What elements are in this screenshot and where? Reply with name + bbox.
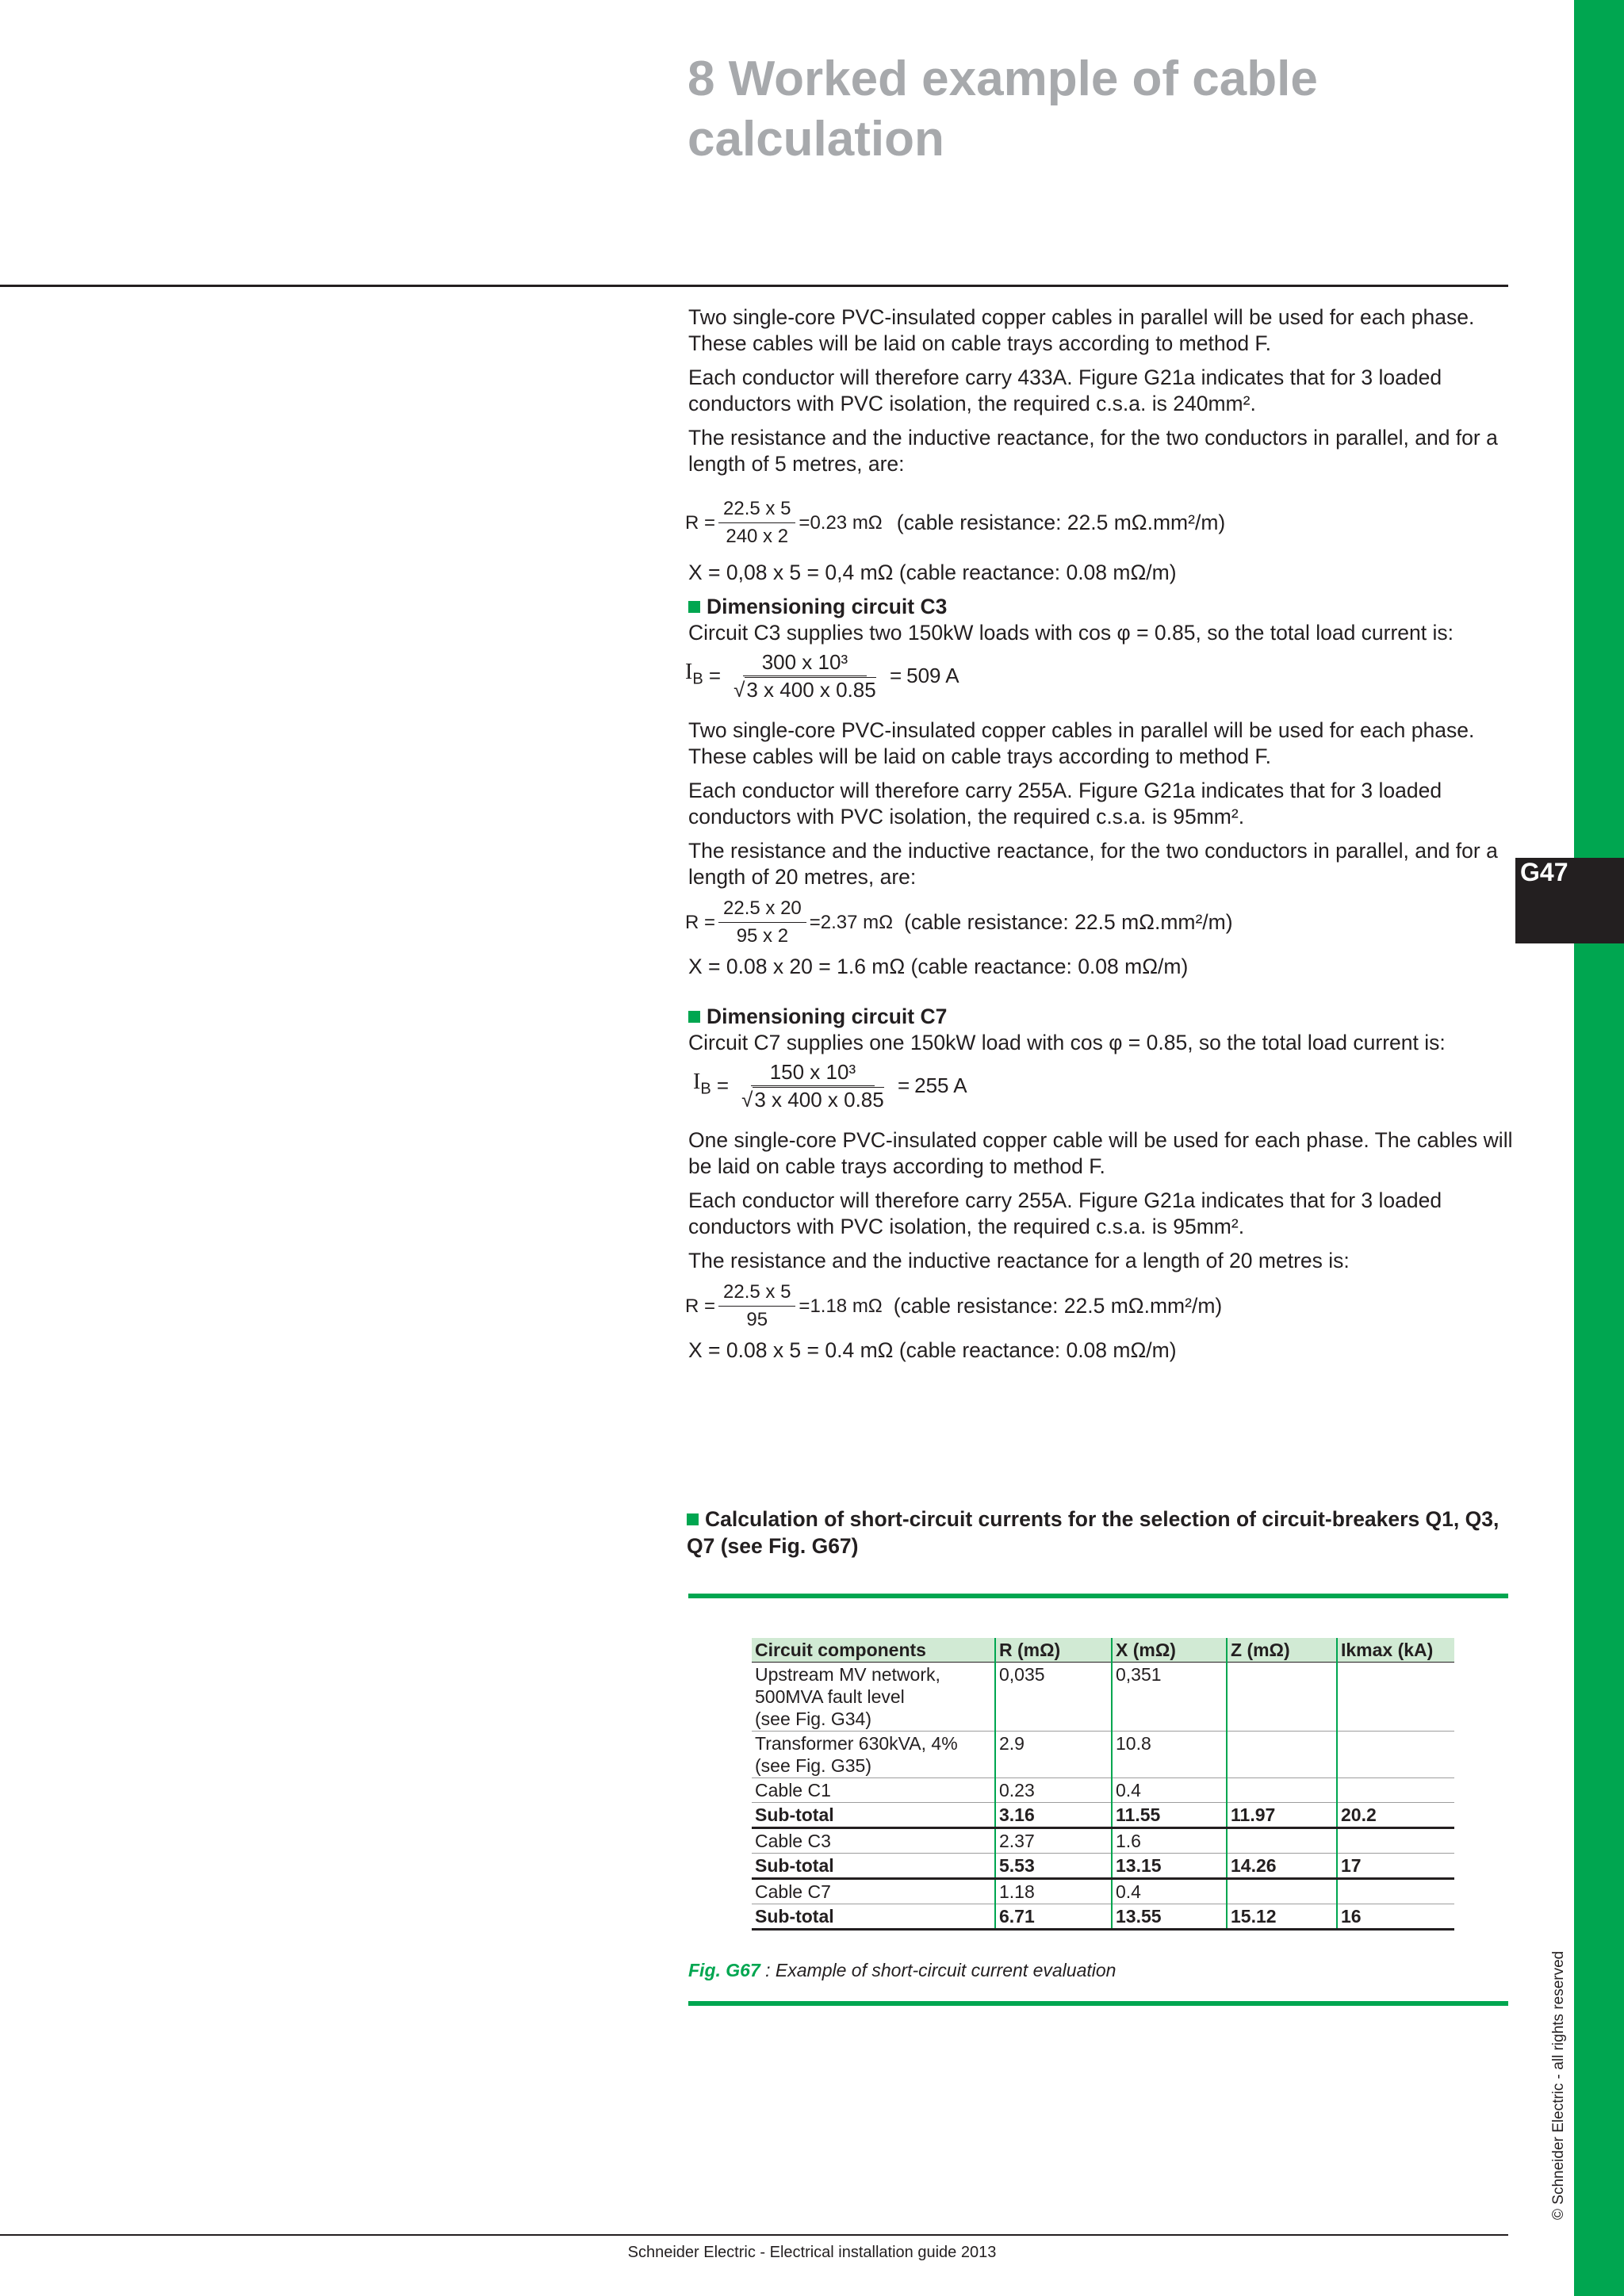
bottom-divider xyxy=(0,2234,1508,2236)
table-cell: 13.55 xyxy=(1112,1904,1227,1930)
c7-paragraph-3: The resistance and the inductive reactance for a length of 20 metres is: xyxy=(688,1249,1350,1272)
formula-numerator: 22.5 x 5 xyxy=(718,497,795,523)
short-circuit-table xyxy=(752,1638,1454,1931)
figure-label: Fig. G67 xyxy=(688,1960,760,1980)
square-bullet-icon xyxy=(688,1011,700,1023)
short-circuit-heading: Calculation of short-circuit currents for the selection of circuit-breakers Q1, Q3, Q7 (see Fig. G67) xyxy=(687,1507,1500,1558)
table-cell xyxy=(1227,1778,1337,1803)
formula-denominator: 95 x 2 xyxy=(736,924,789,947)
table-header: Ikmax (kA) xyxy=(1337,1638,1454,1663)
intro-resistance-formula: R = $\frac{22.5 x 5}{240 x 2}$ = 0.23 mΩ (cable resistance: 22.5 mΩ.mm²/m) xyxy=(685,497,1226,547)
table-cell: 0.4 xyxy=(1112,1778,1227,1803)
formula-numerator: 300 x 10³ xyxy=(743,650,867,676)
figure-top-rule xyxy=(688,1594,1508,1598)
c7-reactance-line: X = 0.08 x 5 = 0.4 mΩ (cable reactance: 0.08 mΩ/m) xyxy=(688,1338,1177,1362)
table-cell: 0,035 xyxy=(995,1663,1112,1732)
formula-result: 1.18 mΩ xyxy=(810,1295,883,1317)
table-subtotal-row xyxy=(752,1854,1454,1879)
formula-denominator: 3 x 400 x 0.85 xyxy=(746,677,876,702)
c7-paragraph-2: Each conductor will therefore carry 255A. Figure G21a indicates that for 3 loaded conductors with PVC isolation, the required c.s.a. is 95mm². xyxy=(688,1188,1442,1238)
table-cell: Cable C7 xyxy=(752,1879,995,1904)
side-green-bar xyxy=(1574,0,1624,2296)
table-header: Circuit components xyxy=(752,1638,995,1663)
table-cell: 13.15 xyxy=(1112,1854,1227,1879)
table-subtotal-row xyxy=(752,1904,1454,1930)
formula-note: (cable resistance: 22.5 mΩ.mm²/m) xyxy=(904,909,1233,934)
table-cell: 6.71 xyxy=(995,1904,1112,1930)
table-cell: 1.18 xyxy=(995,1879,1112,1904)
table-header-row xyxy=(752,1638,1454,1663)
c3-paragraph-2: Each conductor will therefore carry 255A. Figure G21a indicates that for 3 loaded conductors with PVC isolation, the required c.s.a. is 95mm². xyxy=(688,779,1442,828)
c3-load-text: Circuit C3 supplies two 150kW loads with cos φ = 0.85, so the total load current is: xyxy=(688,621,1454,645)
intro-paragraph-2: Each conductor will therefore carry 433A. Figure G21a indicates that for 3 loaded conductors with PVC isolation, the required c.s.a. is 240mm². xyxy=(688,365,1442,415)
table-cell: 10.8 xyxy=(1112,1732,1227,1778)
section-heading-c7: Dimensioning circuit C7 xyxy=(688,1004,1513,1030)
table-cell: Sub-total xyxy=(752,1803,995,1828)
table-cell: Upstream MV network, 500MVA fault level (see Fig. G34) xyxy=(752,1663,995,1732)
c7-current-formula: $I_B$ = $\frac{\text{150 x 10³}}{√3 x 400 x 0.85}$ = 255 A xyxy=(693,1059,967,1112)
c3-reactance-line: X = 0.08 x 20 = 1.6 mΩ (cable reactance: 0.08 mΩ/m) xyxy=(688,955,1189,978)
square-bullet-icon xyxy=(688,601,700,613)
table-cell: 0.23 xyxy=(995,1778,1112,1803)
table-subtotal-row xyxy=(752,1803,1454,1828)
page-title: 8 Worked example of cable calculation xyxy=(688,52,1318,166)
page-footer: Schneider Electric - Electrical installation guide 2013 xyxy=(627,2244,997,2261)
table-row xyxy=(752,1663,1454,1732)
square-bullet-icon xyxy=(687,1513,699,1525)
intro-paragraph-1: Two single-core PVC-insulated copper cables in parallel will be used for each phase. These cables will be laid on cable trays according to method F. xyxy=(688,305,1475,355)
table-cell xyxy=(1337,1828,1454,1854)
main-content xyxy=(685,304,1513,1372)
formula-result: 255 A xyxy=(914,1073,967,1097)
formula-result: 2.37 mΩ xyxy=(820,911,894,933)
table-row xyxy=(752,1732,1454,1778)
table-cell: Sub-total xyxy=(752,1904,995,1930)
formula-numerator: 22.5 x 5 xyxy=(718,1280,795,1307)
table-cell: Cable C1 xyxy=(752,1778,995,1803)
formula-numerator: 22.5 x 20 xyxy=(718,897,806,923)
intro-paragraph-3: The resistance and the inductive reactance, for the two conductors in parallel, and for a length of 5 metres, are: xyxy=(688,426,1498,476)
table-cell xyxy=(1227,1828,1337,1854)
formula-result: 0.23 mΩ xyxy=(810,511,883,534)
table-cell: 1.6 xyxy=(1112,1828,1227,1854)
table-row xyxy=(752,1879,1454,1904)
table-cell xyxy=(1337,1879,1454,1904)
formula-denominator: 3 x 400 x 0.85 xyxy=(754,1087,884,1112)
table-header: R (mΩ) xyxy=(995,1638,1112,1663)
table-cell: Transformer 630kVA, 4% (see Fig. G35) xyxy=(752,1732,995,1778)
table-cell xyxy=(1227,1732,1337,1778)
figure-caption-text: : Example of short-circuit current evaluation xyxy=(760,1960,1116,1980)
formula-denominator: 95 xyxy=(746,1308,768,1330)
section-heading-c3: Dimensioning circuit C3 xyxy=(688,594,1513,620)
table-header: X (mΩ) xyxy=(1112,1638,1227,1663)
table-cell: 11.55 xyxy=(1112,1803,1227,1828)
table-cell: 20.2 xyxy=(1337,1803,1454,1828)
table-cell xyxy=(1227,1663,1337,1732)
table-cell: 0,351 xyxy=(1112,1663,1227,1732)
formula-result: 509 A xyxy=(906,663,959,687)
table-cell: 16 xyxy=(1337,1904,1454,1930)
table-cell: 5.53 xyxy=(995,1854,1112,1879)
formula-denominator: 240 x 2 xyxy=(726,525,789,547)
c7-paragraph-1: One single-core PVC-insulated copper cable will be used for each phase. The cables will be laid on cable trays according to method F. xyxy=(688,1128,1513,1178)
table-cell: 14.26 xyxy=(1227,1854,1337,1879)
formula-note: (cable resistance: 22.5 mΩ.mm²/m) xyxy=(896,510,1226,534)
table-cell xyxy=(1337,1732,1454,1778)
table-row xyxy=(752,1778,1454,1803)
table-cell xyxy=(1227,1879,1337,1904)
table-cell: 2.37 xyxy=(995,1828,1112,1854)
table-cell xyxy=(1337,1778,1454,1803)
c7-resistance-formula: R = $\frac{22.5 x 5}{95}$ = 1.18 mΩ (cable resistance: 22.5 mΩ.mm²/m) xyxy=(685,1280,1223,1330)
formula-note: (cable resistance: 22.5 mΩ.mm²/m) xyxy=(893,1293,1223,1318)
figure-bottom-rule xyxy=(688,2001,1508,2006)
table-cell: Sub-total xyxy=(752,1854,995,1879)
figure-caption xyxy=(688,1960,1116,1981)
table-cell: 0.4 xyxy=(1112,1879,1227,1904)
table-row xyxy=(752,1828,1454,1854)
c3-resistance-formula: R = $\frac{22.5 x 20}{95 x 2}$ = 2.37 mΩ (cable resistance: 22.5 mΩ.mm²/m) xyxy=(685,897,1233,947)
formula-numerator: 150 x 10³ xyxy=(751,1060,875,1086)
copyright-notice: © Schneider Electric - all rights reserved xyxy=(1550,1950,1567,2220)
table-cell: 11.97 xyxy=(1227,1803,1337,1828)
top-divider xyxy=(0,285,1508,287)
table-cell: Cable C3 xyxy=(752,1828,995,1854)
page-number-tab xyxy=(1515,858,1624,943)
page-number: G47 xyxy=(1520,858,1568,886)
table-cell xyxy=(1337,1663,1454,1732)
intro-reactance-line: X = 0,08 x 5 = 0,4 mΩ (cable reactance: 0.08 mΩ/m) xyxy=(688,561,1177,584)
c3-paragraph-3: The resistance and the inductive reactance, for the two conductors in parallel, and for a length of 20 metres, are: xyxy=(688,839,1498,889)
c3-paragraph-1: Two single-core PVC-insulated copper cables in parallel will be used for each phase. These cables will be laid on cable trays according to method F. xyxy=(688,718,1475,768)
c7-load-text: Circuit C7 supplies one 150kW load with cos φ = 0.85, so the total load current is: xyxy=(688,1031,1446,1054)
table-cell: 3.16 xyxy=(995,1803,1112,1828)
table-cell: 2.9 xyxy=(995,1732,1112,1778)
table-cell: 15.12 xyxy=(1227,1904,1337,1930)
c3-current-formula: $I_B$ = $\frac{\text{300 x 10³}}{√3 x 400 x 0.85}$ = 509 A xyxy=(685,649,959,702)
table-cell: 17 xyxy=(1337,1854,1454,1879)
table-header: Z (mΩ) xyxy=(1227,1638,1337,1663)
